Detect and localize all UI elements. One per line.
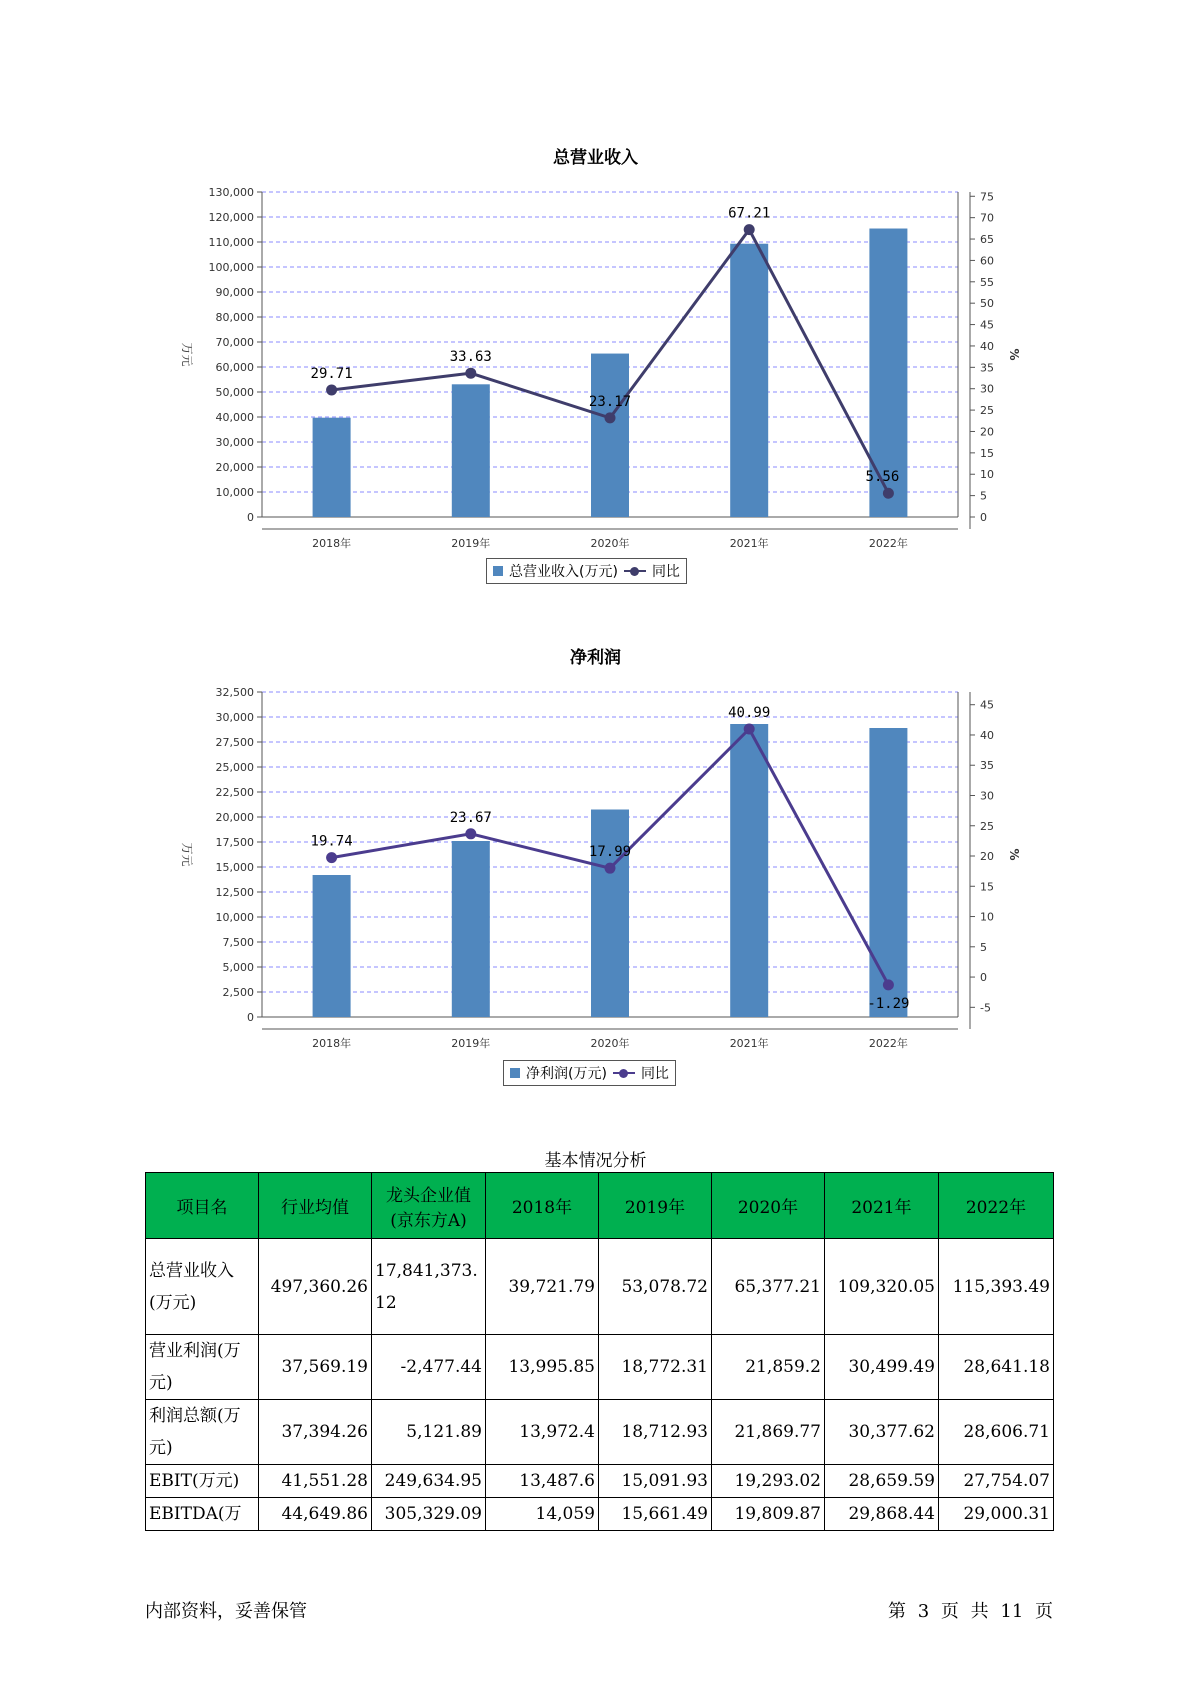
y-axis-title: 万元 (180, 342, 194, 367)
row-label-cell: 利润总额(万元) (146, 1400, 259, 1465)
y2-tick-label: 25 (980, 404, 994, 418)
value-cell: 109,320.05 (825, 1239, 939, 1335)
table-header-row (146, 1173, 1054, 1239)
y-tick-label: 32,500 (215, 686, 254, 699)
y2-tick-label: 70 (980, 211, 994, 225)
y-tick-label: 40,000 (215, 411, 254, 424)
y-tick-label: 2,500 (222, 986, 254, 999)
value-cell: 497,360.26 (259, 1239, 372, 1335)
y-tick-label: 15,000 (215, 861, 254, 874)
value-cell: 13,972.4 (486, 1400, 599, 1465)
revenue-legend (486, 558, 687, 584)
value-cell: 19,293.02 (712, 1465, 825, 1498)
bar (867, 728, 910, 1017)
y-tick-label: 10,000 (215, 911, 254, 924)
value-cell: 17,841,373.12 (372, 1239, 486, 1335)
row-label-cell: EBIT(万元) (146, 1465, 259, 1498)
y-tick-label: 90,000 (215, 286, 254, 299)
header-cell: 2021年 (825, 1173, 939, 1239)
value-cell: 37,394.26 (259, 1400, 372, 1465)
value-cell: 30,499.49 (825, 1335, 939, 1400)
bar (452, 384, 490, 517)
y2-tick-label: 35 (980, 759, 994, 773)
value-cell: 15,091.93 (599, 1465, 712, 1498)
bar-legend-swatch (493, 566, 503, 576)
legend-bar-label: 净利润(万元) (526, 1066, 607, 1082)
footer-page-number: 第 3 页 共 11 页 (888, 1601, 1053, 1622)
data-label: -1.29 (867, 995, 910, 1012)
yoy-point (605, 863, 616, 874)
header-cell: 2020年 (712, 1173, 825, 1239)
bar (313, 875, 351, 1017)
y2-axis-title: % (1007, 848, 1021, 861)
yoy-point (883, 488, 894, 499)
x-tick-label: 2022年 (868, 537, 908, 550)
table-row (146, 1239, 1054, 1335)
data-label: 19.74 (310, 833, 353, 850)
table-row (146, 1498, 1054, 1531)
footer-confidential-note: 内部资料，妥善保管 (145, 1601, 307, 1622)
table-row (146, 1335, 1054, 1400)
y2-tick-label: 30 (980, 789, 994, 803)
bar (588, 810, 632, 1018)
yoy-point (465, 828, 476, 839)
y2-tick-label: 25 (980, 819, 994, 833)
y2-tick-label: 10 (980, 910, 994, 924)
y2-tick-label: 5 (980, 940, 987, 954)
value-cell: 28,641.18 (939, 1335, 1054, 1400)
row-label-cell: 总营业收入(万元) (146, 1239, 259, 1335)
header-cell: 2018年 (486, 1173, 599, 1239)
x-tick-label: 2022年 (868, 1037, 908, 1050)
y2-tick-label: 40 (980, 339, 994, 353)
value-cell: 53,078.72 (599, 1239, 712, 1335)
value-cell: 115,393.49 (939, 1239, 1054, 1335)
y-tick-label: 130,000 (208, 186, 254, 199)
y2-tick-label: 45 (980, 318, 994, 332)
data-label: 23.67 (449, 809, 492, 826)
yoy-point (744, 224, 755, 235)
y-tick-label: 110,000 (208, 236, 254, 249)
y2-tick-label: 15 (980, 446, 994, 460)
value-cell: 29,000.31 (939, 1498, 1054, 1531)
y2-tick-label: 5 (980, 489, 987, 503)
yoy-point (465, 368, 476, 379)
y2-tick-label: 20 (980, 850, 994, 864)
value-cell: 44,649.86 (259, 1498, 372, 1531)
bar (730, 724, 768, 1017)
x-tick-label: 2018年 (312, 1037, 352, 1050)
data-label: 5.56 (865, 469, 900, 486)
x-tick-label: 2019年 (451, 1037, 491, 1050)
value-cell: 305,329.09 (372, 1498, 486, 1531)
data-label: 33.63 (449, 349, 492, 366)
yoy-point (605, 412, 616, 423)
value-cell: 27,754.07 (939, 1465, 1054, 1498)
value-cell: 39,721.79 (486, 1239, 599, 1335)
y-tick-label: 27,500 (215, 736, 254, 749)
y-tick-label: 25,000 (215, 761, 254, 774)
y2-tick-label: 65 (980, 233, 994, 247)
chart-title-revenue: 总营业收入 (553, 148, 638, 168)
x-tick-label: 2018年 (312, 537, 352, 550)
x-tick-label: 2020年 (590, 537, 630, 550)
header-cell: 行业均值 (259, 1173, 372, 1239)
x-tick-label: 2020年 (590, 1037, 630, 1050)
y2-tick-label: 75 (980, 190, 994, 204)
table-row (146, 1400, 1054, 1465)
y-tick-label: 60,000 (215, 361, 254, 374)
value-cell: 21,869.77 (712, 1400, 825, 1465)
y-tick-label: 120,000 (208, 211, 254, 224)
y2-tick-label: 15 (980, 880, 994, 894)
value-cell: 37,569.19 (259, 1335, 372, 1400)
y2-tick-label: 30 (980, 382, 994, 396)
header-cell: 项目名 (146, 1173, 259, 1239)
y-tick-label: 20,000 (215, 461, 254, 474)
y2-tick-label: 35 (980, 361, 994, 375)
value-cell: 15,661.49 (599, 1498, 712, 1531)
y2-tick-label: 55 (980, 275, 994, 289)
table-caption: 基本情况分析 (544, 1151, 647, 1171)
y2-tick-label: 60 (980, 254, 994, 268)
bar (588, 354, 632, 517)
value-cell: 41,551.28 (259, 1465, 372, 1498)
value-cell: 28,659.59 (825, 1465, 939, 1498)
data-label: 67.21 (728, 205, 771, 222)
y-tick-label: 50,000 (215, 386, 254, 399)
legend-line-label: 同比 (640, 1066, 669, 1082)
value-cell: 28,606.71 (939, 1400, 1054, 1465)
y-tick-label: 22,500 (215, 786, 254, 799)
value-cell: 18,712.93 (599, 1400, 712, 1465)
bar (452, 841, 490, 1017)
yoy-point (883, 979, 894, 990)
y-tick-label: 30,000 (215, 436, 254, 449)
y-tick-label: 10,000 (215, 486, 254, 499)
value-cell: 29,868.44 (825, 1498, 939, 1531)
y-tick-label: 100,000 (208, 261, 254, 274)
y-axis-title: 万元 (180, 842, 194, 867)
bar (313, 418, 351, 517)
yoy-point (326, 384, 337, 395)
line-legend-marker (613, 1069, 635, 1078)
net-profit-chart (0, 670, 1191, 1050)
yoy-point (326, 852, 337, 863)
line-legend-marker (624, 567, 646, 576)
y-tick-label: 0 (247, 1011, 254, 1024)
data-label: 17.99 (588, 844, 632, 861)
yoy-point (744, 723, 755, 734)
value-cell: 18,772.31 (599, 1335, 712, 1400)
y-tick-label: 5,000 (222, 961, 254, 974)
data-label: 23.17 (588, 393, 632, 410)
y-tick-label: 70,000 (215, 336, 254, 349)
basic-analysis-table (145, 1172, 1054, 1531)
x-tick-label: 2021年 (729, 1037, 769, 1050)
data-label: 29.71 (310, 365, 353, 382)
value-cell: -2,477.44 (372, 1335, 486, 1400)
y2-tick-label: 40 (980, 728, 994, 742)
bar-legend-swatch (510, 1068, 520, 1078)
y-tick-label: 80,000 (215, 311, 254, 324)
value-cell: 13,995.85 (486, 1335, 599, 1400)
header-cell: 2022年 (939, 1173, 1054, 1239)
x-tick-label: 2019年 (451, 537, 491, 550)
value-cell: 249,634.95 (372, 1465, 486, 1498)
data-label: 40.99 (728, 704, 771, 721)
bar (730, 244, 768, 517)
header-cell: 龙头企业值(京东方A) (372, 1173, 486, 1239)
y-tick-label: 12,500 (215, 886, 254, 899)
row-label-cell: EBITDA(万 (146, 1498, 259, 1531)
chart-title-net-profit: 净利润 (570, 648, 621, 668)
y2-tick-label: 0 (980, 511, 987, 524)
y2-tick-label: 10 (980, 468, 994, 482)
y2-tick-label: 0 (980, 971, 987, 985)
y2-tick-label: -5 (980, 1001, 991, 1015)
y2-axis-title: % (1007, 348, 1021, 361)
y-tick-label: 7,500 (222, 936, 254, 949)
x-tick-label: 2021年 (729, 537, 769, 550)
table-row (146, 1465, 1054, 1498)
value-cell: 21,859.2 (712, 1335, 825, 1400)
y2-tick-label: 45 (980, 698, 994, 712)
revenue-chart (0, 170, 1191, 550)
y2-tick-label: 20 (980, 425, 994, 439)
value-cell: 30,377.62 (825, 1400, 939, 1465)
value-cell: 14,059 (486, 1498, 599, 1531)
y-tick-label: 17,500 (215, 836, 254, 849)
y-tick-label: 0 (247, 511, 254, 524)
y2-tick-label: 50 (980, 297, 994, 311)
net-profit-legend (503, 1060, 676, 1086)
value-cell: 13,487.6 (486, 1465, 599, 1498)
header-cell: 2019年 (599, 1173, 712, 1239)
y-tick-label: 20,000 (215, 811, 254, 824)
value-cell: 19,809.87 (712, 1498, 825, 1531)
value-cell: 65,377.21 (712, 1239, 825, 1335)
row-label-cell: 营业利润(万元) (146, 1335, 259, 1400)
value-cell: 5,121.89 (372, 1400, 486, 1465)
legend-bar-label: 总营业收入(万元) (509, 564, 618, 580)
legend-line-label: 同比 (651, 564, 680, 580)
y-tick-label: 30,000 (215, 711, 254, 724)
